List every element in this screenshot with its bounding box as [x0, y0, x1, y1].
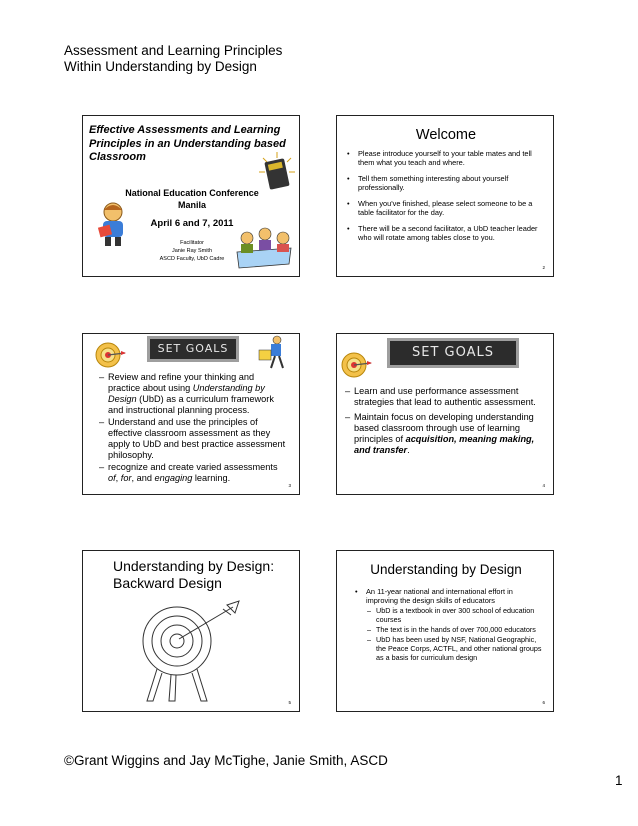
- conference-dates: April 6 and 7, 2011: [150, 218, 234, 229]
- slide-6-page-number: 6: [542, 700, 545, 705]
- slide-6-bullet: • An 11-year national and international effort in improving the design skills of educators: [355, 587, 545, 605]
- slide-6-subbullet: – The text is in the hands of over 700,000 educators: [367, 625, 545, 634]
- facilitator-label: Facilitator: [180, 240, 204, 246]
- document-page-number: 1: [615, 773, 623, 788]
- slide-4-bullet: – Learn and use performance assessment strategies that lead to authentic assessment.: [345, 386, 547, 408]
- slide-2-page-number: 2: [542, 265, 545, 270]
- slide-3: [82, 333, 300, 495]
- slide-2-bullets: [347, 149, 547, 249]
- slide-5-page-number: 5: [288, 700, 291, 705]
- document-header: [64, 43, 282, 75]
- header-line-1: Assessment and Learning Principles: [64, 43, 283, 58]
- facilitator-role: ASCD Faculty, UbD Cadre: [159, 256, 225, 262]
- slide-3-bullets: [99, 372, 287, 485]
- conference-name: National Education Conference: [125, 188, 259, 198]
- slide-4-page-number: 4: [542, 483, 545, 488]
- bullseye-target-icon: [127, 597, 247, 705]
- slide-4-bullet: – Maintain focus on developing understanding based classroom through use of learning principles of acquisition, meaning making, and transfer.: [345, 412, 547, 456]
- set-goals-banner: SET GOALS: [387, 338, 519, 368]
- target-dart-clipart-icon: [341, 350, 373, 380]
- set-goals-banner: SET GOALS: [147, 336, 239, 362]
- slide-3-page-number: 3: [288, 483, 291, 488]
- target-dart-clipart-icon: [95, 340, 127, 370]
- slide-3-bullet: – Review and refine your thinking and practice about using Understanding by Design (UbD) as a curriculum framework and instructional planning process.: [99, 372, 287, 416]
- facilitator-name: Janie Ray Smith: [171, 248, 213, 254]
- conference-city: Manila: [177, 200, 206, 210]
- climbing-figure-clipart-icon: [253, 334, 293, 374]
- slide-5: [82, 550, 300, 712]
- slide-1: [82, 115, 300, 277]
- slide-4-bullets: [345, 386, 547, 457]
- slide-1-title: Effective Assessments and Learning Principles in an Understanding based Classroom: [89, 124, 286, 163]
- slide-5-title-line-1: Understanding by Design:: [113, 558, 275, 574]
- student-reading-clipart-icon: [91, 200, 135, 248]
- group-discussion-clipart-icon: [233, 224, 295, 270]
- slide-6-subbullet: – UbD has been used by NSF, National Geographic, the Peace Corps, ACTFL, and other national groups as a basis for curriculum design: [367, 635, 545, 662]
- slide-2-bullet: • When you've finished, please select someone to be a table facilitator for the day.: [347, 199, 547, 217]
- slide-2-bullet: • Tell them something interesting about yourself professionally.: [347, 174, 547, 192]
- slide-2-title: Welcome: [415, 127, 477, 143]
- slide-4: [336, 333, 554, 495]
- slide-6-subbullet: – UbD is a textbook in over 300 school of education courses: [367, 606, 545, 624]
- slide-2: [336, 115, 554, 277]
- slide-3-bullet: – recognize and create varied assessments of, for, and engaging learning.: [99, 462, 287, 484]
- slide-3-bullet: – Understand and use the principles of effective classroom assessment as they apply to UbD and best practice assessment philosophy.: [99, 417, 287, 461]
- slide-2-bullet: • Please introduce yourself to your table mates and tell them what you teach and where.: [347, 149, 547, 167]
- header-line-2: Within Understanding by Design: [64, 59, 257, 74]
- copyright-footer: ©Grant Wiggins and Jay McTighe, Janie Smith, ASCD: [64, 753, 388, 768]
- slide-6-bullets: [355, 587, 545, 606]
- slide-6-title: Understanding by Design: [370, 562, 522, 577]
- slide-2-bullet: • There will be a second facilitator, a UbD teacher leader who will rotate among tables close to you.: [347, 224, 547, 242]
- slide-6-subbullets: [367, 606, 545, 663]
- slide-5-title-line-2: Backward Design: [113, 575, 222, 591]
- slide-6: [336, 550, 554, 712]
